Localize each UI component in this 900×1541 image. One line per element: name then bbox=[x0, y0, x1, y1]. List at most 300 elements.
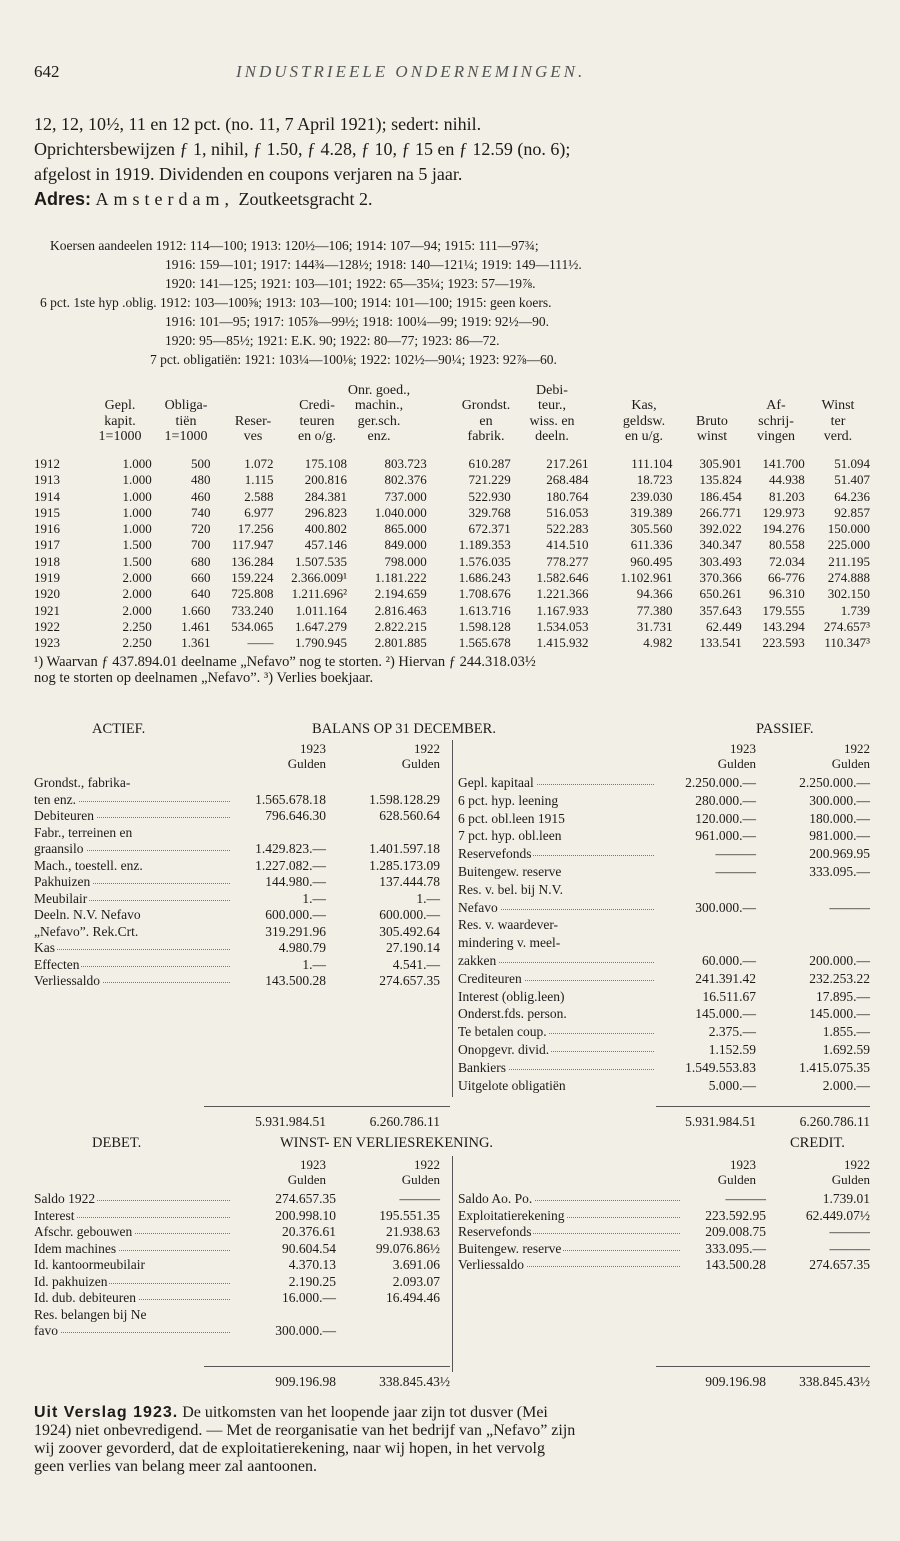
actief-total-rule bbox=[204, 1106, 450, 1107]
table-cell: 720 bbox=[190, 521, 211, 537]
table-cell: 1.000 bbox=[122, 456, 152, 471]
ledger-row-value: 195.551.35 bbox=[379, 1207, 440, 1223]
balans-divider bbox=[452, 740, 453, 1097]
table-cell: 1.565.678 bbox=[458, 635, 511, 651]
table-cell: 1.000 bbox=[122, 521, 152, 537]
table-cell: 274.888 bbox=[827, 570, 870, 586]
year-cell: 1918 bbox=[34, 553, 60, 569]
table-cell: 516.053 bbox=[546, 504, 589, 520]
ledger-row-value: 232.253.22 bbox=[809, 970, 870, 986]
debet-total-rule bbox=[204, 1366, 450, 1367]
ledger-row-value: 1.415.075.35 bbox=[799, 1059, 870, 1075]
verslag-block bbox=[34, 1404, 876, 1476]
table-cell: 77.380 bbox=[636, 602, 673, 618]
header-kas: Kas, geldsw. en u/g. bbox=[622, 398, 666, 444]
ledger-row-label: Res. v. waardever- bbox=[458, 917, 559, 933]
ledger-row-label: ten enz. bbox=[34, 792, 230, 808]
table-row bbox=[34, 472, 872, 488]
ledger-row-value: 961.000.— bbox=[695, 828, 756, 844]
passief-total-rule bbox=[656, 1106, 870, 1107]
table-cell: 1.613.716 bbox=[458, 602, 511, 618]
ledger-row-value: 120.000.— bbox=[695, 810, 756, 826]
actief-label: ACTIEF. bbox=[92, 721, 146, 737]
table-cell: 1.500 bbox=[122, 553, 152, 569]
ledger-row-label: favo bbox=[34, 1323, 230, 1339]
table-cell: 217.261 bbox=[546, 456, 589, 471]
table-cell: 18.723 bbox=[636, 472, 673, 488]
table-cell: 296.823 bbox=[304, 504, 347, 520]
table-cell: 2.000 bbox=[122, 602, 152, 618]
ledger-row-label: Afschr. gebouwen bbox=[34, 1224, 230, 1240]
ledger-row-value: 143.500.28 bbox=[705, 1257, 766, 1272]
table-cell: 392.022 bbox=[699, 521, 742, 537]
ledger-row-value: ——— bbox=[829, 1240, 870, 1256]
table-row bbox=[34, 521, 872, 537]
ledger-row-label: Meubilair bbox=[34, 891, 230, 907]
footnote-line: nog te storten op deelnamen „Nefavo”. ³) Verlies boekjaar. bbox=[34, 670, 374, 686]
ledger-row-value: 90.604.54 bbox=[282, 1240, 336, 1256]
table-cell: 500 bbox=[190, 456, 211, 471]
ledger-row-value: 4.370.13 bbox=[288, 1257, 336, 1272]
year-cell: 1916 bbox=[34, 521, 60, 537]
table-cell: 72.034 bbox=[769, 553, 805, 569]
ledger-row-label: Te betalen coup. bbox=[458, 1024, 654, 1040]
table-cell: 44.938 bbox=[769, 472, 805, 488]
verslag-line: Uit Verslag 1923. De uitkomsten van het loopende jaar zijn tot dusver (Mei bbox=[34, 1404, 548, 1421]
table-cell: 865.000 bbox=[384, 521, 427, 537]
actief-total-1922: 6.260.786.11 bbox=[369, 1114, 440, 1129]
table-cell: 225.000 bbox=[827, 537, 870, 553]
footnotes bbox=[34, 654, 874, 686]
ledger-row-label: Id. pakhuizen bbox=[34, 1274, 230, 1290]
ledger-row-label: „Nefavo”. Rek.Crt. bbox=[34, 923, 139, 939]
ledger-row-label: Onderst.fds. person. bbox=[458, 1006, 567, 1022]
table-cell: 660 bbox=[190, 570, 211, 586]
table-cell: 6.977 bbox=[244, 504, 274, 520]
history-table bbox=[34, 456, 872, 652]
table-cell: 117.947 bbox=[231, 537, 274, 553]
table-cell: 2.000 bbox=[122, 586, 152, 602]
debet-total-1923: 909.196.98 bbox=[275, 1374, 336, 1389]
ledger-row-label: Gepl. kapitaal bbox=[458, 775, 654, 791]
table-cell: 370.366 bbox=[699, 570, 742, 586]
ledger-row-value: 4.541.— bbox=[392, 956, 440, 972]
table-row bbox=[34, 554, 872, 570]
ledger-row-value: 1.692.59 bbox=[822, 1042, 870, 1057]
passief-total-1923: 5.931.984.51 bbox=[685, 1114, 756, 1129]
ledger-row-value: 200.998.10 bbox=[275, 1207, 336, 1223]
ledger-row-label: 6 pct. obl.leen 1915 bbox=[458, 810, 565, 826]
address-line bbox=[34, 187, 876, 212]
ledger-row-value: 17.895.— bbox=[816, 988, 870, 1004]
table-cell: 2.816.463 bbox=[374, 602, 427, 618]
table-cell: 1.011.164 bbox=[295, 602, 347, 618]
table-cell: 721.229 bbox=[468, 472, 511, 488]
ledger-row-label: Pakhuizen bbox=[34, 874, 230, 890]
table-cell: 1.221.366 bbox=[536, 586, 589, 602]
table-cell: 802.376 bbox=[384, 472, 427, 488]
year-cell: 1921 bbox=[34, 602, 60, 618]
ledger-row-value: 4.980.79 bbox=[278, 940, 326, 955]
address-street: Zoutkeetsgracht 2. bbox=[238, 189, 373, 209]
ledger-row-value: 274.657.35 bbox=[379, 973, 440, 988]
koers-line: 1920: 141—125; 1921: 103—101; 1922: 65—35¼; 1923: 57—19⅞. bbox=[165, 276, 536, 291]
header-gepl-kapit: Gepl. kapit. 1=1000 bbox=[98, 398, 142, 444]
table-cell: 179.555 bbox=[762, 602, 805, 618]
ledger-row-value: 5.000.— bbox=[708, 1077, 756, 1093]
table-cell: 480 bbox=[190, 472, 211, 488]
ledger-row-value: 1.227.082.— bbox=[255, 857, 326, 873]
koers-line: Koersen aandeelen 1912: 114—100; 1913: 120½—106; 1914: 107—94; 1915: 111—97¾; bbox=[50, 238, 539, 253]
year-cell: 1919 bbox=[34, 570, 60, 586]
ledger-row-value: 280.000.— bbox=[695, 792, 756, 808]
table-cell: 1.181.222 bbox=[374, 570, 427, 586]
winst-credit-col-1922: 1922 Gulden bbox=[831, 1157, 870, 1187]
year-cell: 1912 bbox=[34, 456, 60, 471]
ledger-row-value: 1.401.597.18 bbox=[369, 841, 440, 856]
debet-label: DEBET. bbox=[92, 1135, 142, 1151]
ledger-row-value: 1.855.— bbox=[822, 1024, 870, 1040]
winst-credit-col-1923: 1923 Gulden bbox=[717, 1157, 756, 1187]
address-city: Amsterdam, bbox=[95, 189, 234, 209]
ledger-row-value: ——— bbox=[829, 1224, 870, 1239]
table-cell: 414.510 bbox=[546, 537, 589, 553]
actief-total-1923: 5.931.984.51 bbox=[255, 1114, 326, 1129]
table-cell: 522.930 bbox=[468, 488, 511, 504]
winst-divider bbox=[452, 1156, 453, 1372]
verslag-line: wij zoover gevorderd, dat de exploitatierekening, naar wij hopen, in het vervolg bbox=[34, 1440, 545, 1457]
credit-total-rule bbox=[656, 1366, 870, 1367]
table-cell: 1.000 bbox=[122, 504, 152, 520]
table-cell: 733.240 bbox=[231, 602, 274, 618]
ledger-row-value: 144.980.— bbox=[265, 874, 326, 889]
ledger-row-value: 16.494.46 bbox=[386, 1290, 440, 1305]
header-crediteuren: Credi- teuren en o/g. bbox=[297, 398, 337, 444]
table-cell: 1.708.676 bbox=[458, 586, 511, 602]
ledger-row-value: 60.000.— bbox=[702, 953, 756, 968]
verslag-line: geen verlies van belang meer zal aantoonen. bbox=[34, 1458, 317, 1475]
intro-line: afgelost in 1919. Dividenden en coupons verjaren na 5 jaar. bbox=[34, 164, 463, 184]
ledger-row-label: Debiteuren bbox=[34, 808, 230, 824]
table-cell: 2.000 bbox=[122, 570, 152, 586]
ledger-row-value: 1.— bbox=[302, 890, 326, 906]
debet-total-1922: 338.845.43½ bbox=[379, 1374, 450, 1389]
header-debiteuren: Debi- teur., wiss. en deeln. bbox=[529, 382, 575, 444]
table-cell: 611.336 bbox=[630, 537, 673, 553]
koers-line: 6 pct. 1ste hyp .oblig. 1912: 103—100⅝; 1913: 103—100; 1914: 101—100; 1915: geen koers. bbox=[40, 295, 552, 310]
table-cell: 1.686.243 bbox=[458, 570, 511, 586]
intro-line: 12, 12, 10½, 11 en 12 pct. (no. 11, 7 April 1921); sedert: nihil. bbox=[34, 114, 482, 134]
ledger-row-label: Fabr., terreinen en bbox=[34, 824, 133, 840]
footnote-line: ¹) Waarvan ƒ 437.894.01 deelname „Nefavo” nog te storten. ²) Hiervan ƒ 244.318.03½ bbox=[34, 654, 536, 670]
ledger-row-value: 2.000.— bbox=[822, 1077, 870, 1093]
year-cell: 1914 bbox=[34, 488, 60, 504]
ledger-row-label: Buitengew. reserve bbox=[458, 1241, 680, 1257]
table-row bbox=[34, 505, 872, 521]
credit-total-1922: 338.845.43½ bbox=[799, 1374, 870, 1389]
table-cell: 610.287 bbox=[468, 456, 511, 471]
ledger-row-label: Mach., toestell. enz. bbox=[34, 857, 143, 873]
ledger-row-label: 7 pct. hyp. obl.leen bbox=[458, 828, 562, 844]
table-cell: 129.973 bbox=[762, 504, 805, 520]
table-cell: 534.065 bbox=[231, 618, 274, 634]
table-cell: 1.576.035 bbox=[458, 553, 511, 569]
ledger-row-value: 209.008.75 bbox=[705, 1224, 766, 1239]
ledger-row-value: 21.938.63 bbox=[386, 1224, 440, 1239]
table-cell: 1.115 bbox=[244, 472, 274, 488]
table-cell: 1.500 bbox=[122, 537, 152, 553]
ledger-row-value: 1.565.678.18 bbox=[255, 791, 326, 807]
ledger-row-label: Effecten bbox=[34, 957, 230, 973]
verslag-label: Uit Verslag 1923. bbox=[34, 1404, 179, 1421]
table-cell: 2.250 bbox=[122, 618, 152, 634]
ledger-row-label: Interest (oblig.leen) bbox=[458, 988, 565, 1004]
table-cell: 268.484 bbox=[546, 472, 589, 488]
table-cell: 136.284 bbox=[231, 553, 274, 569]
header-onr-goed: Onr. goed., machin., ger.sch. enz. bbox=[347, 382, 411, 444]
table-cell: 223.593 bbox=[762, 635, 805, 651]
ledger-row-label: Id. dub. debiteuren bbox=[34, 1290, 230, 1306]
ledger-row-label: Res. v. bel. bij N.V. bbox=[458, 881, 564, 897]
table-cell: 740 bbox=[190, 504, 211, 520]
year-cell: 1917 bbox=[34, 537, 60, 553]
ledger-row-value: 274.657.35 bbox=[809, 1257, 870, 1272]
ledger-row-value: 145.000.— bbox=[809, 1006, 870, 1022]
year-cell: 1922 bbox=[34, 618, 60, 634]
ledger-row-value: 200.969.95 bbox=[809, 846, 870, 862]
ledger-row-label: mindering v. meel- bbox=[458, 935, 561, 951]
ledger-row-value: 600.000.— bbox=[379, 907, 440, 922]
ledger-row-label: Kas bbox=[34, 940, 230, 956]
ledger-row-value: 333.095.— bbox=[705, 1240, 766, 1256]
ledger-row-value: 981.000.— bbox=[809, 828, 870, 844]
balans-title: BALANS OP 31 DECEMBER. bbox=[312, 721, 496, 737]
table-cell: 200.816 bbox=[304, 472, 347, 488]
table-cell: 2.250 bbox=[122, 635, 152, 651]
table-cell: 1.415.932 bbox=[536, 635, 589, 651]
table-cell: 357.643 bbox=[699, 602, 742, 618]
table-cell: 143.294 bbox=[762, 618, 805, 634]
ledger-row-label: Exploitatierekening bbox=[458, 1208, 680, 1224]
page-number: 642 bbox=[34, 62, 60, 81]
table-cell: 51.407 bbox=[834, 472, 870, 488]
ledger-row-label: Reservefonds bbox=[458, 846, 654, 862]
table-cell: 274.657³ bbox=[823, 618, 870, 634]
table-cell: 133.541 bbox=[699, 635, 742, 651]
balans-actief-col-1923: 1923 Gulden bbox=[287, 741, 326, 771]
table-cell: 1.072 bbox=[244, 456, 274, 471]
ledger-row-label: Grondst., fabrika- bbox=[34, 775, 131, 790]
balans-passief-col-1923: 1923 Gulden bbox=[717, 741, 756, 771]
year-cell: 1913 bbox=[34, 472, 60, 488]
ledger-row-value: 180.000.— bbox=[809, 810, 870, 826]
table-cell: 96.310 bbox=[769, 586, 805, 602]
ledger-row-label: Nefavo bbox=[458, 900, 654, 916]
table-cell: 31.731 bbox=[636, 618, 673, 634]
table-cell: 319.389 bbox=[630, 504, 673, 520]
koers-line: 1916: 101—95; 1917: 105⅞—99½; 1918: 100¼—99; 1919: 92½—90. bbox=[165, 314, 550, 329]
table-cell: 266.771 bbox=[699, 504, 742, 520]
table-cell: 2.194.659 bbox=[374, 586, 427, 602]
table-cell: 650.261 bbox=[699, 586, 742, 602]
ledger-row-value: 1.285.173.09 bbox=[369, 857, 440, 873]
ledger-row-value: 796.646.30 bbox=[265, 808, 326, 823]
ledger-row-value: 2.250.000.— bbox=[685, 775, 756, 790]
table-cell: 150.000 bbox=[827, 521, 870, 537]
table-cell: 672.371 bbox=[468, 521, 511, 537]
table-cell: 186.454 bbox=[699, 488, 742, 504]
balans-actief-col-1922: 1922 Gulden bbox=[401, 741, 440, 771]
ledger-row-value: 274.657.35 bbox=[275, 1191, 336, 1206]
table-row bbox=[34, 586, 872, 602]
table-cell: 1.582.646 bbox=[536, 570, 589, 586]
ledger-row-value: ——— bbox=[725, 1191, 766, 1206]
ledger-row-label: Idem machines bbox=[34, 1241, 230, 1257]
table-cell: 62.449 bbox=[706, 618, 742, 634]
table-row bbox=[34, 456, 872, 472]
table-row bbox=[34, 489, 872, 505]
table-cell: 159.224 bbox=[231, 570, 274, 586]
ledger-row-value: 1.— bbox=[302, 956, 326, 972]
table-cell: 1.507.535 bbox=[294, 553, 347, 569]
ledger-row-value: 1.549.553.83 bbox=[685, 1059, 756, 1075]
ledger-row-label: Uitgelote obligatiën bbox=[458, 1077, 566, 1093]
table-cell: 329.768 bbox=[468, 504, 511, 520]
address-label: Adres: bbox=[34, 189, 92, 209]
year-cell: 1920 bbox=[34, 586, 60, 602]
table-cell: 1.189.353 bbox=[458, 537, 511, 553]
ledger-row-label: zakken bbox=[458, 953, 654, 969]
ledger-row-label: Buitengew. reserve bbox=[458, 864, 562, 879]
passief-total-1922: 6.260.786.11 bbox=[799, 1114, 870, 1129]
passief-label: PASSIEF. bbox=[756, 721, 814, 737]
table-cell: 111.104 bbox=[631, 456, 673, 471]
ledger-row-label: graansilo bbox=[34, 841, 230, 857]
table-cell: 460 bbox=[190, 488, 211, 504]
table-row bbox=[34, 603, 872, 619]
koers-line: 1916: 159—101; 1917: 144¾—128½; 1918: 140—121¼; 1919: 149—111½. bbox=[165, 257, 582, 272]
table-cell: 960.495 bbox=[630, 553, 673, 569]
table-cell: 1.000 bbox=[122, 488, 152, 504]
table-cell: 1.211.696² bbox=[291, 586, 347, 602]
year-cell: 1915 bbox=[34, 504, 60, 520]
table-cell: 94.366 bbox=[636, 586, 673, 602]
table-cell: 1.647.279 bbox=[294, 618, 347, 634]
ledger-row-value: ——— bbox=[715, 846, 756, 862]
balans-passief-col-1922: 1922 Gulden bbox=[831, 741, 870, 771]
ledger-row-value: 319.291.96 bbox=[265, 923, 326, 939]
header-bruto-winst: Bruto winst bbox=[696, 413, 728, 444]
header-winst-ter-verd: Winst ter verd. bbox=[821, 398, 855, 444]
table-cell: 141.700 bbox=[762, 456, 805, 471]
ledger-row-value: 143.500.28 bbox=[265, 973, 326, 988]
table-cell: 1.461 bbox=[181, 618, 211, 634]
table-cell: 1.598.128 bbox=[458, 618, 511, 634]
table-cell: 2.822.215 bbox=[374, 618, 427, 634]
table-cell: 81.203 bbox=[769, 488, 805, 504]
table-cell: 2.366.009¹ bbox=[291, 570, 347, 586]
table-cell: 737.000 bbox=[384, 488, 427, 504]
table-cell: 1.000 bbox=[122, 472, 152, 488]
table-cell: 80.558 bbox=[769, 537, 805, 553]
table-cell: 135.824 bbox=[699, 472, 742, 488]
ledger-row-value: 2.093.07 bbox=[392, 1273, 440, 1289]
ledger-row-label: Reservefonds bbox=[458, 1224, 680, 1240]
table-cell: 1.790.945 bbox=[294, 635, 347, 651]
ledger-row-value: 300.000.— bbox=[275, 1323, 336, 1338]
ledger-row-value: 1.152.59 bbox=[708, 1042, 756, 1057]
verslag-line: 1924) niet onbevredigend. — Met de reorganisatie van het bedrijf van „Nefavo” zijn bbox=[34, 1422, 576, 1439]
ledger-row-label: Saldo 1922 bbox=[34, 1191, 230, 1207]
table-cell: 798.000 bbox=[384, 553, 427, 569]
table-row bbox=[34, 570, 872, 586]
header-reserves: Reser- ves bbox=[234, 413, 272, 444]
ledger-row-value: ——— bbox=[829, 899, 870, 915]
table-cell: 457.146 bbox=[304, 537, 347, 553]
intro-line: Oprichtersbewijzen ƒ 1, nihil, ƒ 1.50, ƒ 4.28, ƒ 10, ƒ 15 en ƒ 12.59 (no. 6); bbox=[34, 139, 571, 159]
table-cell: 2.801.885 bbox=[374, 635, 427, 651]
winst-title: WINST- EN VERLIESREKENING. bbox=[280, 1135, 494, 1151]
table-cell: 4.982 bbox=[643, 635, 673, 651]
table-cell: 522.283 bbox=[546, 521, 589, 537]
ledger-row-label: Deeln. N.V. Nefavo bbox=[34, 907, 141, 922]
ledger-row-value: 300.000.— bbox=[695, 899, 756, 915]
table-cell: 1.739 bbox=[840, 602, 870, 618]
table-cell: 17.256 bbox=[237, 521, 274, 537]
table-cell: 302.150 bbox=[827, 586, 870, 602]
table-cell: 305.560 bbox=[630, 521, 673, 537]
header-grondst: Grondst. en fabrik. bbox=[461, 398, 511, 444]
ledger-row-value: 2.375.— bbox=[708, 1024, 756, 1040]
table-cell: 1.102.961 bbox=[620, 570, 673, 586]
ledger-row-value: 16.511.67 bbox=[702, 988, 756, 1004]
table-cell: 110.347³ bbox=[824, 635, 870, 651]
table-cell: —— bbox=[247, 635, 274, 651]
table-row bbox=[34, 619, 872, 635]
table-cell: 1.361 bbox=[181, 635, 211, 651]
table-cell: 725.808 bbox=[231, 586, 274, 602]
table-cell: 400.802 bbox=[304, 521, 347, 537]
ledger-row-value: 20.376.61 bbox=[282, 1224, 336, 1239]
table-row bbox=[34, 635, 872, 651]
ledger-row-label: Id. kantoormeubilair bbox=[34, 1257, 145, 1272]
ledger-row-value: 1.739.01 bbox=[822, 1191, 870, 1206]
ledger-row-value: 27.190.14 bbox=[386, 940, 440, 955]
table-cell: 194.276 bbox=[762, 521, 805, 537]
table-cell: 849.000 bbox=[384, 537, 427, 553]
year-cell: 1923 bbox=[34, 635, 60, 651]
winst-debet-col-1923: 1923 Gulden bbox=[287, 1157, 326, 1187]
table-cell: 303.493 bbox=[699, 553, 742, 569]
ledger-row-value: 62.449.07½ bbox=[805, 1207, 870, 1223]
header-afschrijvingen: Af- schrij- vingen bbox=[756, 398, 796, 444]
table-cell: 340.347 bbox=[699, 537, 742, 553]
table-row bbox=[34, 537, 872, 553]
ledger-row-label: Interest bbox=[34, 1208, 230, 1224]
table-cell: 180.764 bbox=[546, 488, 589, 504]
table-cell: 284.381 bbox=[304, 488, 347, 504]
table-cell: 1.534.053 bbox=[536, 618, 589, 634]
table-cell: 680 bbox=[190, 553, 211, 569]
ledger-row-value: 241.391.42 bbox=[695, 970, 756, 986]
running-head: INDUSTRIEELE ONDERNEMINGEN. bbox=[236, 62, 586, 81]
header-obligatien: Obliga- tiën 1=1000 bbox=[164, 398, 208, 444]
ledger-row-value: 1.429.823.— bbox=[255, 841, 326, 856]
table-cell: 803.723 bbox=[384, 456, 427, 471]
ledger-row-value: ——— bbox=[399, 1191, 440, 1206]
ledger-row-value: 16.000.— bbox=[282, 1290, 336, 1305]
koers-line: 7 pct. obligatiën: 1921: 103¼—100⅛; 1922: 102½—90¼; 1923: 92⅞—60. bbox=[150, 352, 557, 367]
